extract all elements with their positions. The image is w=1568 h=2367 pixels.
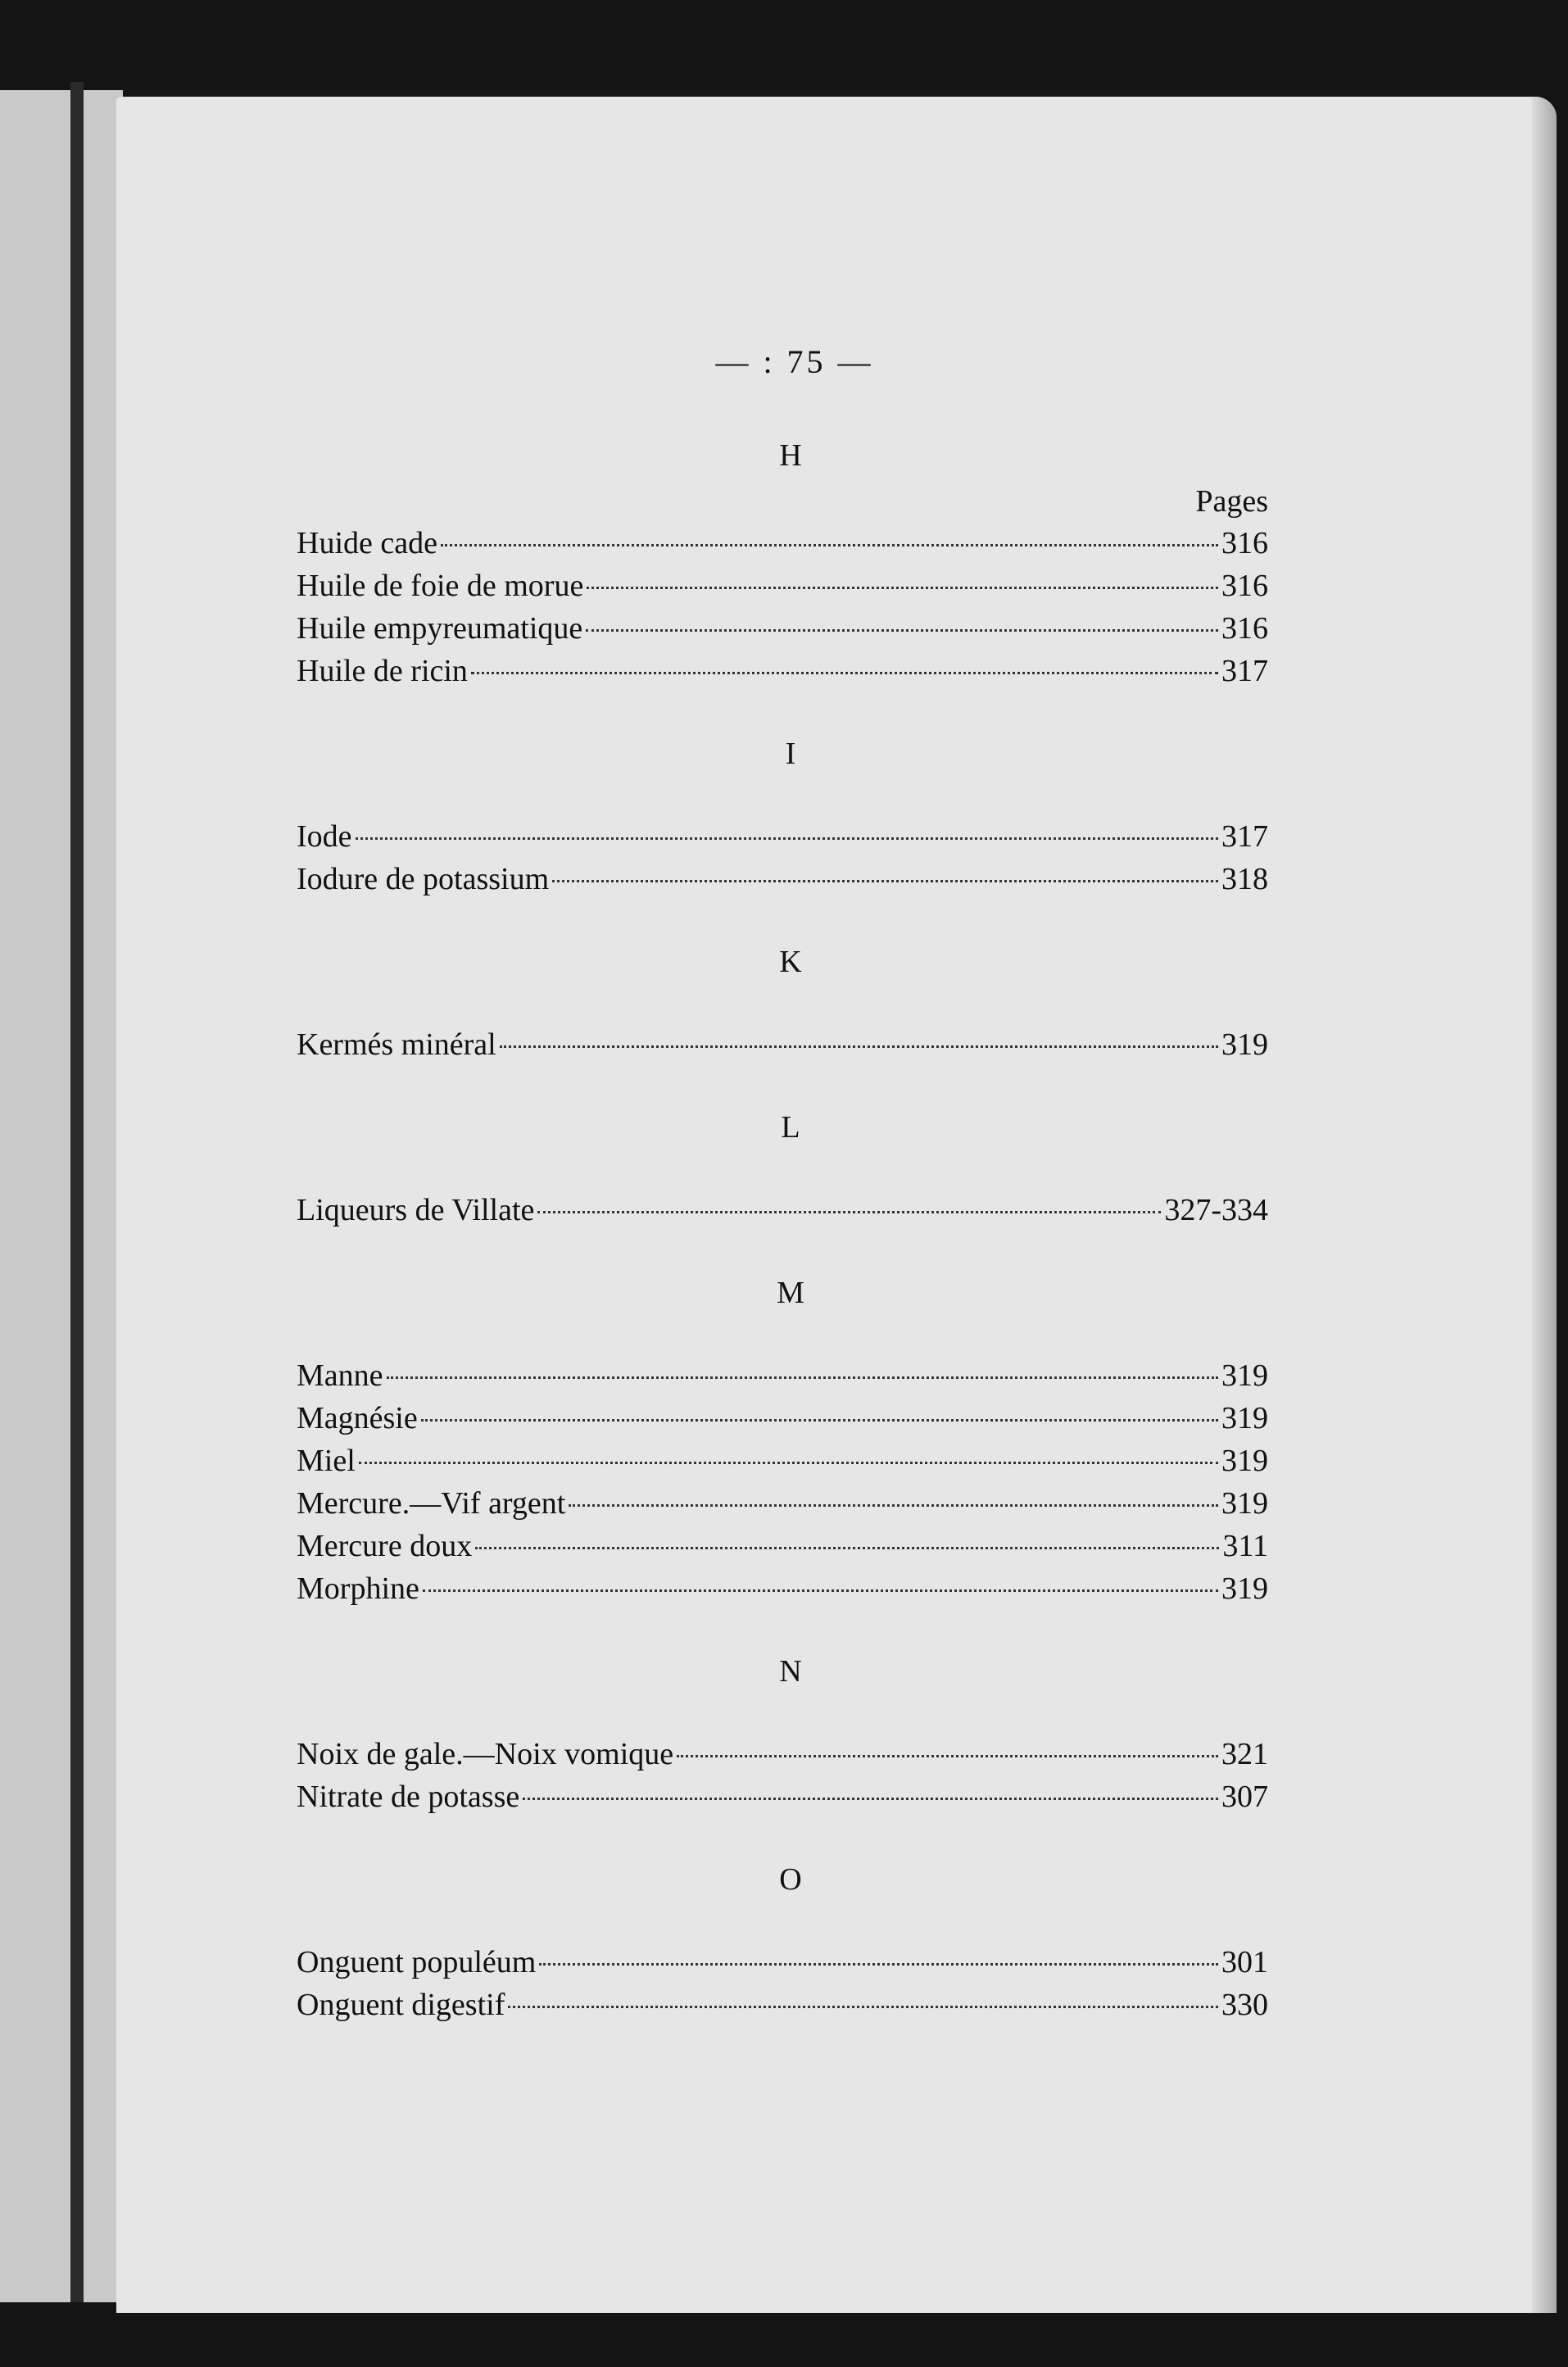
entry-page: 311: [1222, 1529, 1268, 1563]
entry-page: 319: [1221, 1486, 1268, 1521]
entry-page: 316: [1221, 526, 1268, 560]
entry-name: Huide cade: [297, 526, 437, 560]
index-section-n: [297, 1646, 1268, 1818]
entry-page: 319: [1221, 1027, 1268, 1062]
index-entry: [297, 1525, 1268, 1567]
index-section-o: [297, 1854, 1268, 2026]
entry-name: Iode: [297, 819, 352, 854]
index-entry: [297, 1023, 1268, 1066]
dot-leader: [500, 1045, 1218, 1048]
entry-name: Huile de ricin: [297, 654, 468, 688]
index-entry: [297, 607, 1268, 650]
book-spine-edge: [70, 82, 84, 2302]
entry-page: 327-334: [1164, 1193, 1268, 1227]
index-entry: [297, 1440, 1268, 1482]
dot-leader: [569, 1504, 1218, 1507]
index-entry: [297, 1397, 1268, 1440]
entry-name: Mercure doux: [297, 1529, 473, 1563]
entry-page: 330: [1221, 1988, 1268, 2022]
entry-page: 316: [1221, 569, 1268, 603]
entry-name: Liqueurs de Villate: [297, 1193, 535, 1227]
entry-page: 316: [1221, 611, 1268, 646]
index-section-m: [297, 1267, 1268, 1610]
dot-leader: [356, 837, 1218, 840]
entry-page: 319: [1221, 1444, 1268, 1478]
entry-page: 317: [1221, 654, 1268, 688]
index-section-l: [297, 1102, 1268, 1231]
section-letter: M: [777, 1276, 804, 1310]
dot-leader: [475, 1547, 1219, 1549]
entry-page: 321: [1221, 1737, 1268, 1771]
entry-name: Morphine: [297, 1571, 419, 1606]
section-letter: O: [779, 1862, 802, 1897]
index-entry: [297, 565, 1268, 607]
dot-leader: [587, 587, 1218, 589]
section-letter: H: [779, 438, 802, 473]
section-letter: L: [781, 1110, 800, 1145]
index-entry: [297, 1354, 1268, 1397]
dot-leader: [471, 672, 1218, 674]
index-content: [297, 342, 1268, 2026]
entry-name: Huile de foie de morue: [297, 569, 584, 603]
index-entry: [297, 1733, 1268, 1775]
entry-page: 319: [1221, 1358, 1268, 1393]
entry-page: 319: [1221, 1401, 1268, 1435]
entry-page: 319: [1221, 1571, 1268, 1606]
index-entry: [297, 815, 1268, 858]
dot-leader: [523, 1798, 1218, 1800]
index-section-h: [297, 430, 1268, 692]
entry-name: Noix de gale.—Noix vomique: [297, 1737, 674, 1771]
index-entry: [297, 1189, 1268, 1231]
dot-leader: [508, 2006, 1218, 2008]
section-letter: K: [779, 945, 802, 979]
entry-name: Nitrate de potasse: [297, 1780, 520, 1814]
entry-name: Mercure.—Vif argent: [297, 1486, 566, 1521]
scan-bottom-border: [0, 2313, 1568, 2367]
index-entry: [297, 858, 1268, 900]
index-section-k: [297, 936, 1268, 1066]
dot-leader: [423, 1589, 1218, 1592]
section-letter: I: [785, 737, 796, 771]
entry-name: Onguent populéum: [297, 1945, 537, 1979]
dot-leader: [539, 1963, 1218, 1966]
dot-leader: [359, 1462, 1218, 1464]
dot-leader: [387, 1376, 1218, 1379]
entry-name: Miel: [297, 1444, 356, 1478]
page-number: — : 75 —: [715, 343, 874, 380]
page-edge-shadow: [1532, 97, 1557, 2313]
index-section-i: [297, 728, 1268, 900]
dot-leader: [586, 629, 1218, 632]
entry-page: 301: [1221, 1945, 1268, 1979]
section-letter: N: [779, 1654, 802, 1689]
left-page-edge: [0, 90, 123, 2302]
dot-leader: [677, 1755, 1218, 1757]
index-entry: [297, 522, 1268, 565]
dot-leader: [552, 880, 1218, 882]
index-entry: [297, 1984, 1268, 2026]
index-entry: [297, 1775, 1268, 1818]
entry-page: 307: [1221, 1780, 1268, 1814]
dot-leader: [421, 1419, 1218, 1422]
entry-name: Huile empyreumatique: [297, 611, 583, 646]
index-entry: [297, 650, 1268, 692]
entry-page: 317: [1221, 819, 1268, 854]
index-entry: [297, 1941, 1268, 1984]
entry-name: Magnésie: [297, 1401, 418, 1435]
entry-page: 318: [1221, 862, 1268, 896]
pages-column-header: Pages: [1195, 484, 1268, 519]
entry-name: Manne: [297, 1358, 383, 1393]
dot-leader: [441, 544, 1218, 546]
index-entry: [297, 1482, 1268, 1525]
entry-name: Kermés minéral: [297, 1027, 496, 1062]
index-entry: [297, 1567, 1268, 1610]
dot-leader: [537, 1211, 1161, 1213]
entry-name: Onguent digestif: [297, 1988, 505, 2022]
entry-name: Iodure de potassium: [297, 862, 550, 896]
